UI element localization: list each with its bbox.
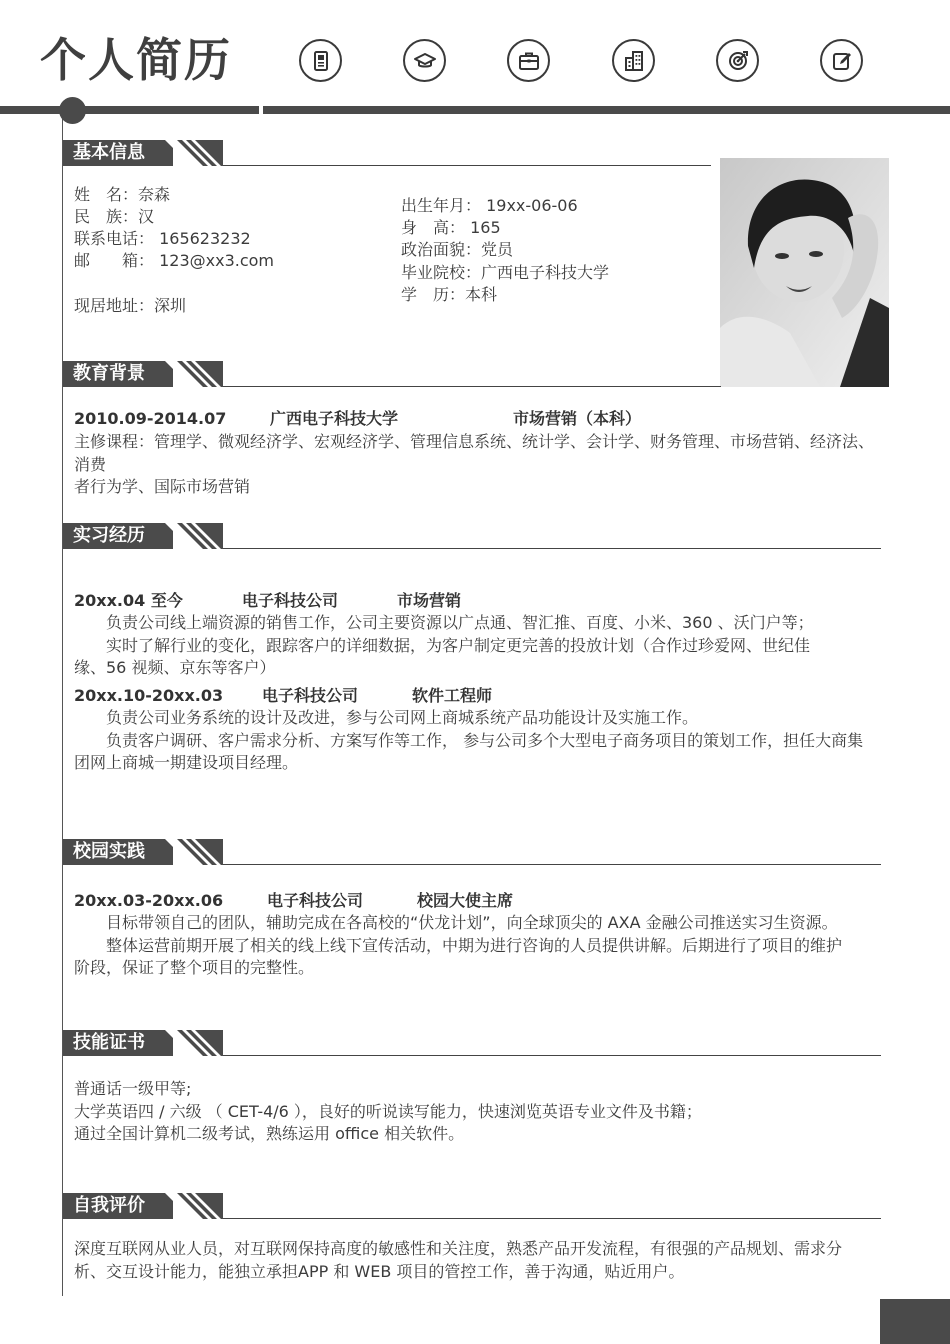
section-header-campus	[63, 839, 881, 867]
section-title: 教育背景	[73, 363, 145, 384]
info-birth: 出生年月： 19xx-06-06	[401, 196, 578, 215]
section-header-skills	[63, 1030, 881, 1058]
section-title: 技能证书	[73, 1032, 145, 1053]
profile-photo	[720, 158, 889, 387]
id-card-icon	[299, 39, 342, 82]
self-evaluation: 深度互联网从业人员，对互联网保持高度的敏感性和关注度，熟悉产品开发流程，有很强的产品规划、需求分 析、交互设计能力，能独立承担APP 和 WEB 项目的管控工作，善于沟通，贴近用户。	[74, 1239, 843, 1281]
edit-icon	[820, 39, 863, 82]
info-ethnicity: 民 族：汉	[74, 207, 155, 226]
info-address: 现居地址：深圳	[74, 296, 187, 315]
info-school: 毕业院校：广西电子科技大学	[401, 263, 610, 282]
target-icon	[716, 39, 759, 82]
graduation-cap-icon	[403, 39, 446, 82]
campus-company: 电子科技公司	[267, 891, 364, 910]
page-title: 个人简历	[40, 33, 232, 87]
info-phone: 联系电话： 165623232	[74, 229, 251, 248]
top-bar-right	[263, 106, 950, 114]
section-header-self	[63, 1193, 881, 1221]
job2-period: 20xx.10-20xx.03	[74, 686, 224, 705]
job2-description: 负责公司业务系统的设计及改进，参与公司网上商城系统产品功能设计及实施工作。 负责客户调研、客户需求分析、方案写作等工作， 参与公司多个大型电子商务项目的策划工作，担任大商集 团网上商城一期建设项目经理。	[74, 708, 864, 772]
section-title: 自我评价	[73, 1195, 145, 1216]
edu-courses: 主修课程：管理学、微观经济学、宏观经济学、管理信息系统、统计学、会计学、财务管理、市场营销、经济法、消费 者行为学、国际市场营销	[74, 432, 875, 496]
job1-role: 市场营销	[397, 591, 462, 610]
info-politics: 政治面貌：党员	[401, 240, 514, 259]
campus-description: 目标带领自己的团队，辅助完成在各高校的“伏龙计划”，向全球顶尖的 AXA 金融公司推送实习生资源。 整体运营前期开展了相关的线上线下宣传活动，中期为进行咨询的人员提供讲解。后期进行了项目的维护 阶段，保证了整个项目的完整性。	[74, 913, 843, 977]
stripes-decoration	[165, 1030, 223, 1056]
top-icon-row	[299, 39, 863, 82]
info-email: 邮 箱： 123@xx3.com	[74, 251, 275, 270]
timeline-dot	[59, 97, 86, 124]
campus-period: 20xx.03-20xx.06	[74, 891, 224, 910]
section-title: 基本信息	[73, 142, 145, 163]
corner-block	[880, 1299, 950, 1344]
top-bar-left	[0, 106, 259, 114]
campus-role: 校园大使主席	[417, 891, 514, 910]
edu-period: 2010.09-2014.07	[74, 409, 227, 428]
stripes-decoration	[165, 140, 223, 166]
info-height: 身 高： 165	[401, 218, 501, 237]
info-degree: 学 历：本科	[401, 285, 498, 304]
stripes-decoration	[165, 1193, 223, 1219]
timeline-line	[62, 114, 63, 1296]
section-title: 实习经历	[73, 525, 145, 546]
section-title: 校园实践	[73, 841, 145, 862]
info-name: 姓 名：奈森	[74, 185, 171, 204]
job2-company: 电子科技公司	[262, 686, 359, 705]
section-header-education	[63, 361, 881, 389]
skill-item: 普通话一级甲等;	[74, 1079, 192, 1098]
stripes-decoration	[165, 839, 223, 865]
section-header-internship	[63, 523, 881, 551]
edu-school: 广西电子科技大学	[270, 409, 399, 428]
job1-period: 20xx.04 至今	[74, 591, 183, 610]
job1-company: 电子科技公司	[242, 591, 339, 610]
job2-role: 软件工程师	[412, 686, 493, 705]
briefcase-icon	[507, 39, 550, 82]
edu-major: 市场营销（本科）	[513, 409, 642, 428]
skill-item: 通过全国计算机二级考试，熟练运用 office 相关软件。	[74, 1124, 465, 1143]
stripes-decoration	[165, 523, 223, 549]
job1-description: 负责公司线上端资源的销售工作，公司主要资源以广点通、智汇推、百度、小米、360 、沃门户等； 实时了解行业的变化，跟踪客户的详细数据，为客户制定更完善的投放计划（合作过珍爱网、世纪佳 缘、56 视频、京东等客户）	[74, 613, 814, 677]
skills-list	[74, 1078, 886, 1146]
skill-item: 大学英语四 / 六级 （ CET-4/6 ），良好的听说读写能力，快速浏览英语专业文件及书籍；	[74, 1101, 702, 1121]
building-icon	[612, 39, 655, 82]
stripes-decoration	[165, 361, 223, 387]
